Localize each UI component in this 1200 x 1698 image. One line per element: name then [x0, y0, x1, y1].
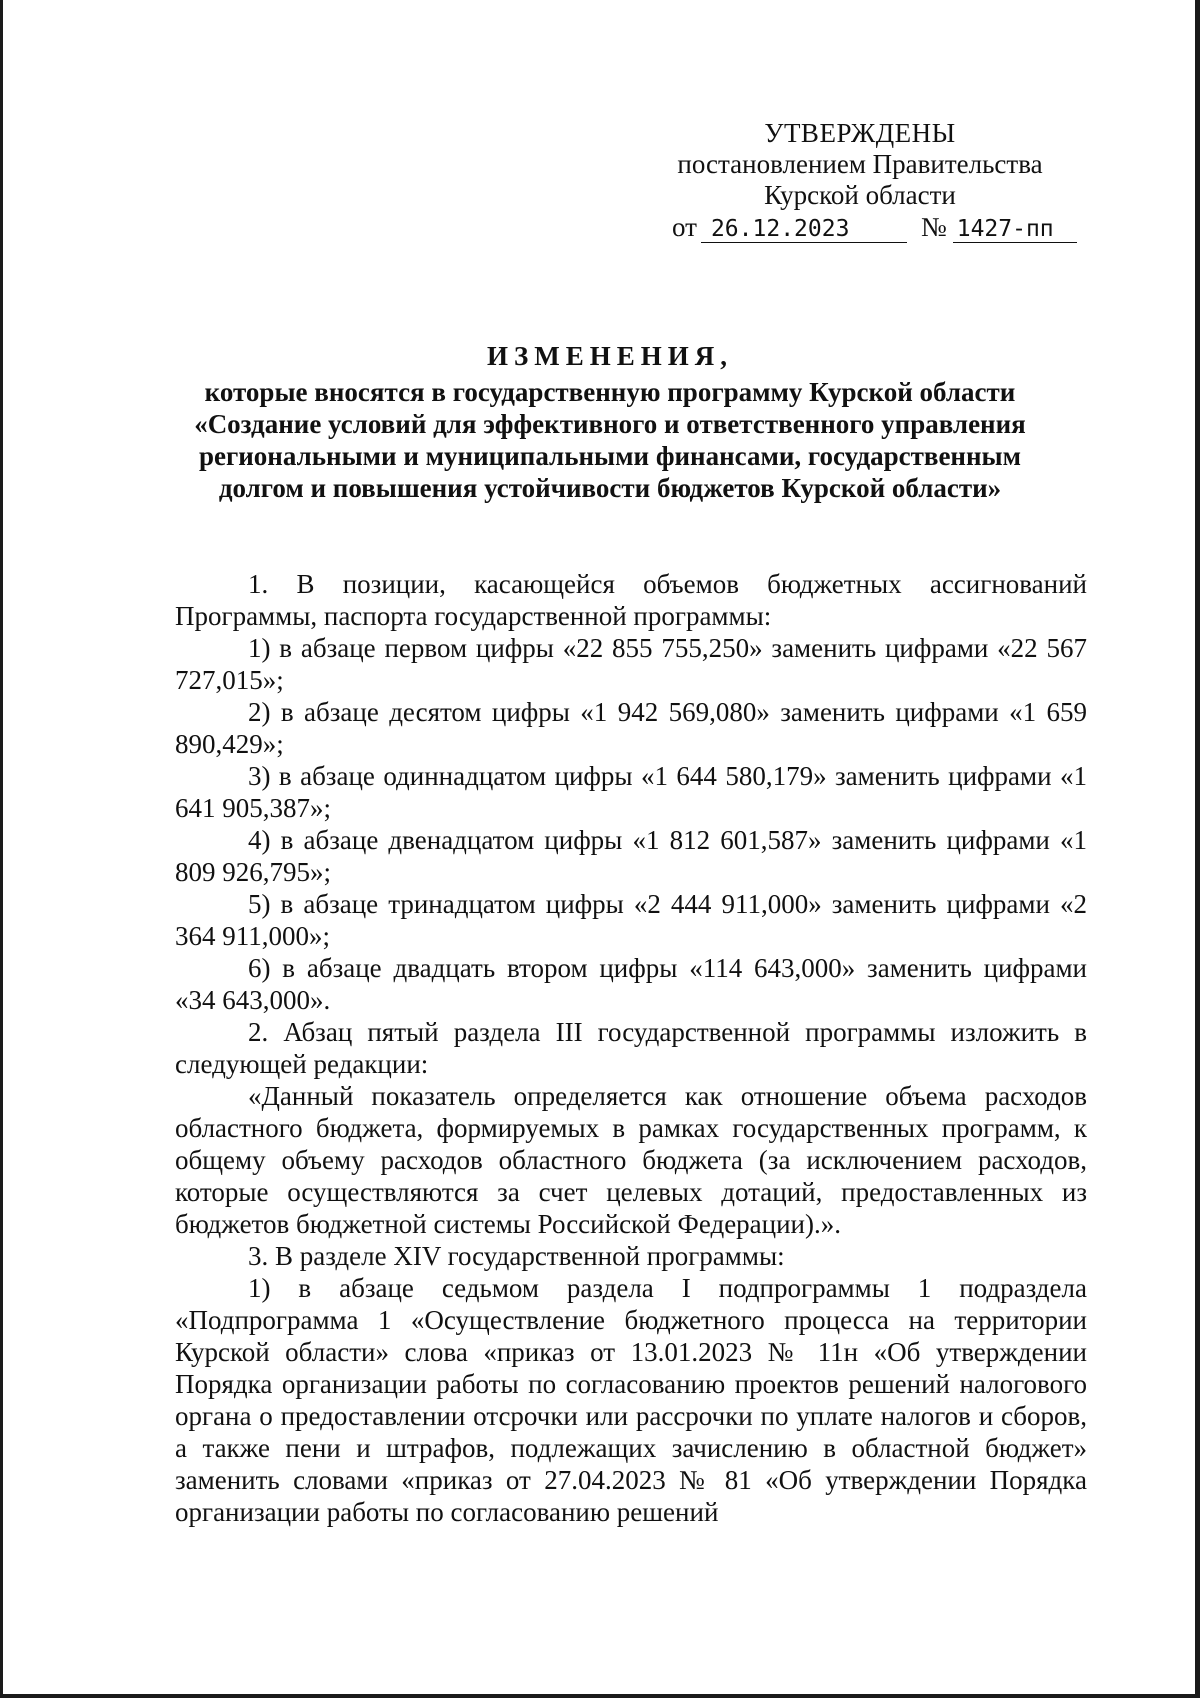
paragraph-2-quote: «Данный показатель определяется как отношение объема расходов областного бюджета, формируемых в рамках государственных программ, к общему объему расходов областного бюджета (за исключением расходов, которые осуществляются за счет целевых дотаций, предоставленных из бюджетов бюджетной системы Российской Федерации).».	[175, 1081, 1087, 1239]
list-item: 5) в абзаце тринадцатом цифры «2 444 911,000» заменить цифрами «2 364 911,000»;	[175, 889, 1087, 951]
list-item: 1) в абзаце первом цифры «22 855 755,250» заменить цифрами «22 567 727,015»;	[175, 633, 1087, 695]
heading-line-3: региональными и муниципальными финансами, государственным	[198, 441, 1022, 471]
scan-edge-left	[0, 0, 3, 1698]
heading-line-4: долгом и повышения устойчивости бюджетов Курской области»	[218, 473, 1002, 503]
scan-edge-bottom	[0, 1694, 1200, 1698]
paragraph-1: 1. В позиции, касающейся объемов бюджетных ассигнований Программы, паспорта государственной программы:	[175, 569, 1087, 631]
list-item: 2) в абзаце десятом цифры «1 942 569,080» заменить цифрами «1 659 890,429»;	[175, 697, 1087, 759]
list-item: 6) в абзаце двадцать втором цифры «114 643,000» заменить цифрами «34 643,000».	[175, 953, 1087, 1015]
list-item: 3) в абзаце одиннадцатом цифры «1 644 580,179» заменить цифрами «1 641 905,387»;	[175, 761, 1087, 823]
approval-date-row	[640, 212, 1080, 243]
approval-date: 26.12.2023	[701, 216, 907, 243]
document-body	[175, 568, 1087, 1528]
list-item: 4) в абзаце двенадцатом цифры «1 812 601,587» заменить цифрами «1 809 926,795»;	[175, 825, 1087, 887]
paragraph-3-item-1: 1) в абзаце седьмом раздела I подпрограммы 1 подраздела «Подпрограмма 1 «Осуществление бюджетного процесса на территории Курской области» слова «приказ от 13.01.2023 № 11н «Об утверждении Порядка организации работы по согласованию проектов решений налогового органа о предоставлении отсрочки или рассрочки по уплате налогов и сборов, а также пени и штрафов, подлежащих зачислению в областной бюджет» заменить словами «приказ от 27.04.2023 № 81 «Об утверждении Порядка организации работы по согласованию решений	[175, 1273, 1087, 1527]
approval-number: 1427-пп	[953, 216, 1077, 243]
approval-line-1: постановлением Правительства	[677, 149, 1043, 179]
scan-edge-right	[1195, 0, 1200, 1698]
heading-line-2: «Создание условий для эффективного и ответственного управления	[194, 409, 1026, 439]
approval-title: УТВЕРЖДЕНЫ	[764, 118, 956, 148]
date-prefix: от	[672, 212, 697, 242]
approval-line-2: Курской области	[764, 180, 956, 210]
heading-title: ИЗМЕНЕНИЯ,	[486, 341, 733, 371]
paragraph-2: 2. Абзац пятый раздела III государственной программы изложить в следующей редакции:	[175, 1017, 1087, 1079]
heading-line-1: которые вносятся в государственную программу Курской области	[204, 377, 1016, 407]
number-prefix: №	[920, 212, 947, 242]
paragraph-3: 3. В разделе XIV государственной программы:	[248, 1241, 785, 1271]
document-heading	[150, 340, 1070, 504]
approval-block	[640, 118, 1080, 243]
